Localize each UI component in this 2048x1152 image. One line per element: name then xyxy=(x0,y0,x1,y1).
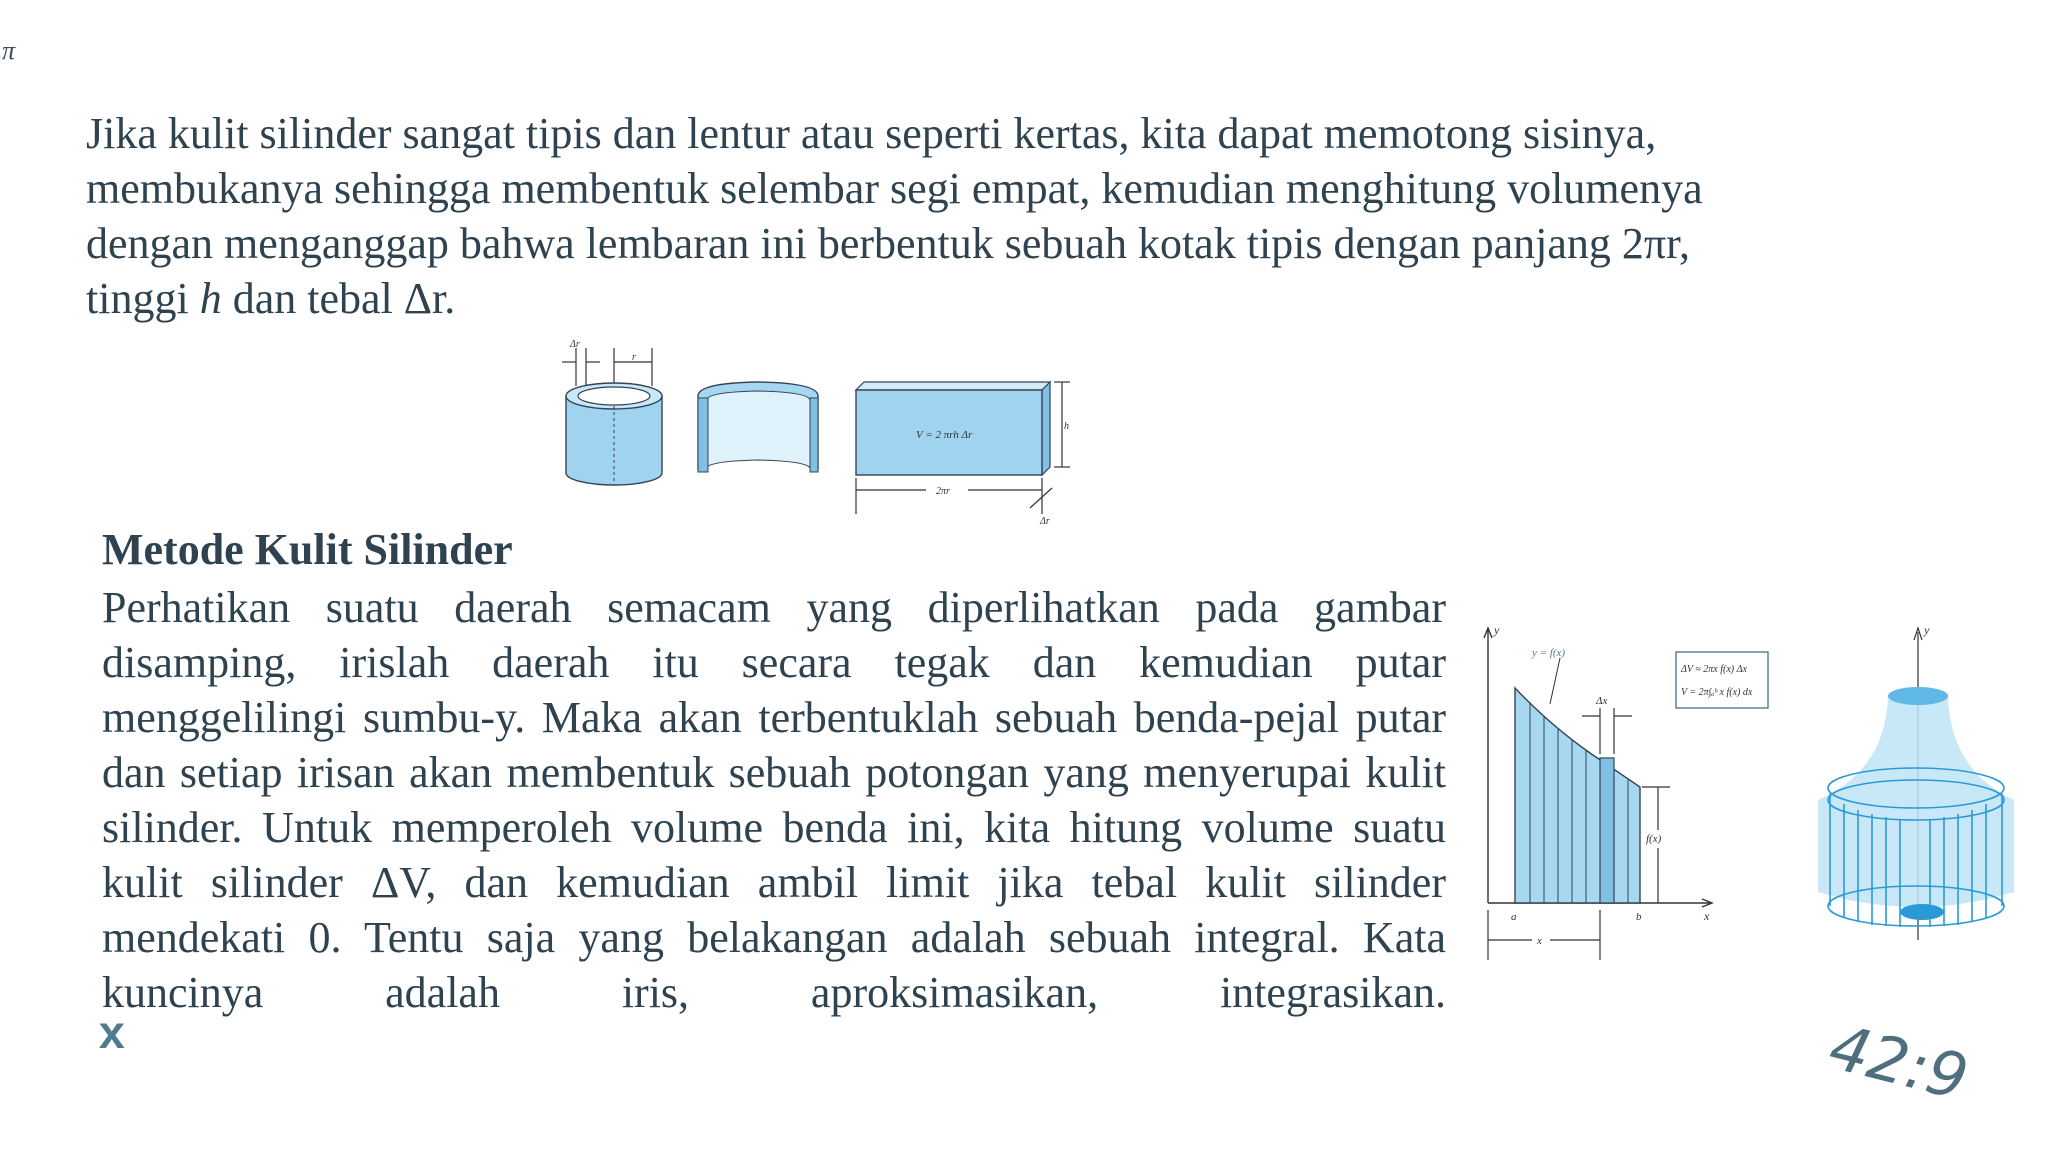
intro-line-prefix: tinggi xyxy=(86,274,200,323)
delta-x-marks xyxy=(1582,708,1632,754)
solid-top xyxy=(1888,687,1948,705)
section-heading: Metode Kulit Silinder xyxy=(102,525,513,574)
x-distance-marks xyxy=(1488,910,1600,960)
fx-dimension xyxy=(1642,787,1670,903)
highlighted-slice xyxy=(1600,758,1614,903)
formula-box xyxy=(1676,652,1768,708)
volume-formula: V = 2 πrh Δr xyxy=(916,429,973,441)
delta-r-label: Δr xyxy=(570,339,580,350)
formula-integral: V = 2π∫ₐᵇ x f(x) dx xyxy=(1681,687,1753,698)
section-body: Perhatikan suatu daerah semacam yang diperlihatkan pada gambar disamping, irislah daerah itu secara tegak dan kemudian putar menggelilingi sumbu-y. Maka akan terbentuklah sebuah benda-pejal putar dan setiap irisan akan membentuk sebuah potongan yang menyerupai kulit silinder. Untuk memperoleh volume benda ini, kita hitung volume suatu kulit silinder ΔV, dan kemudian ambil limit jika tebal kulit silinder mendekati 0. Tentu saja yang belakangan adalah sebuah integral. Kata kuncinya adalah iris, aproksimasikan, integrasikan. xyxy=(102,583,1446,1017)
intro-line: Jika kulit silinder sangat tipis dan lentur atau seperti kertas, kita dapat memotong sisinya, xyxy=(86,109,1657,158)
b-label: b xyxy=(1636,911,1642,923)
x-axis-label: x xyxy=(1704,909,1710,923)
curve-label: y = f(x) xyxy=(1532,647,1566,659)
shell-method-graph xyxy=(1470,620,1770,980)
cylinder-shell-figure xyxy=(548,338,1158,528)
solid-base-spot xyxy=(1900,904,1944,920)
hollow-cylinder xyxy=(566,383,662,485)
delta-x-label: Δx xyxy=(1596,695,1608,707)
height-label: h xyxy=(1064,421,1069,432)
intro-paragraph xyxy=(86,106,1786,326)
x-distance-label: x xyxy=(1537,935,1542,947)
solid-body xyxy=(1818,696,2014,907)
intro-line: membukanya sehingga membentuk selembar segi empat, kemudian menghitung volumenya xyxy=(86,164,1703,213)
formula-approx: ΔV ≈ 2πx f(x) Δx xyxy=(1681,664,1747,675)
thickness-label: Δr xyxy=(1040,516,1050,527)
shaded-region xyxy=(1515,688,1640,903)
opened-shell xyxy=(698,382,818,472)
length-dimension xyxy=(856,478,1052,514)
height-variable: h xyxy=(199,274,222,323)
corner-mark: π xyxy=(2,36,16,65)
fx-label: f(x) xyxy=(1646,833,1662,845)
y-axis-label: y xyxy=(1494,623,1500,637)
solid-y-axis-label: y xyxy=(1924,623,1930,637)
a-label: a xyxy=(1511,911,1517,923)
intro-line: dengan menganggap bahwa lembaran ini berbentuk sebuah kotak tipis dengan panjang 2πr, xyxy=(86,219,1690,268)
length-label: 2πr xyxy=(936,486,950,497)
intro-line xyxy=(86,271,1786,326)
r-label: r xyxy=(632,352,636,363)
slide-number: 42:9 xyxy=(1822,1010,1976,1115)
x-mark: x xyxy=(98,1010,126,1062)
intro-line-suffix: dan tebal Δr. xyxy=(221,274,456,323)
solid-of-revolution-figure xyxy=(1800,620,2030,950)
top-dimension-marks xyxy=(562,348,652,386)
